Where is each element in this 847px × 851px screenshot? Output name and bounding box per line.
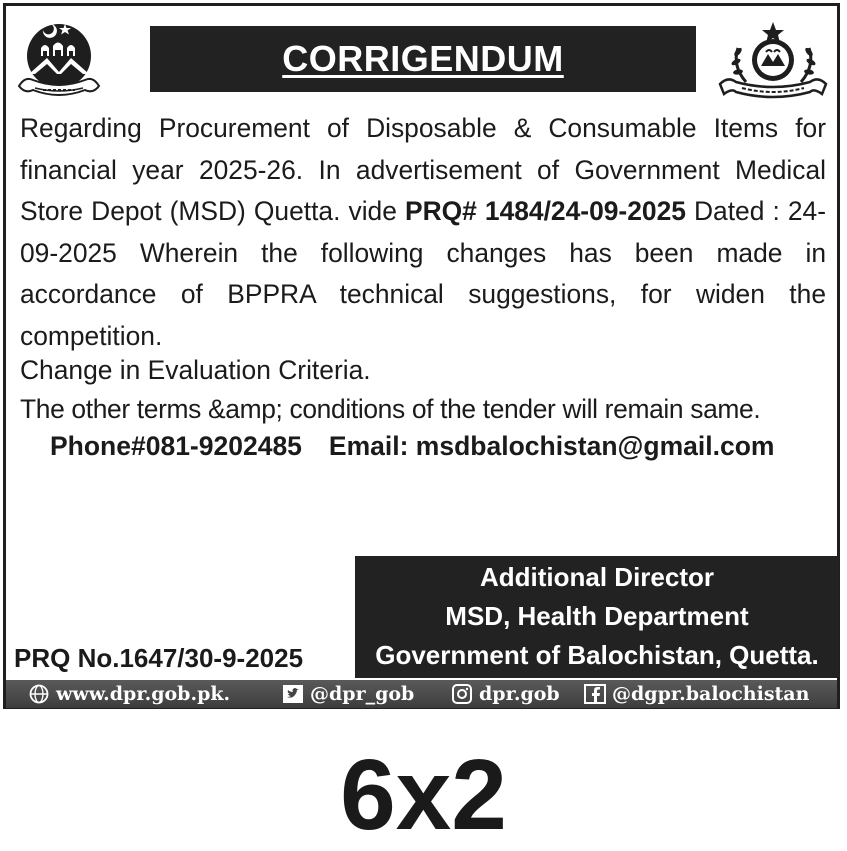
website-link: www.dpr.gob.pk. [56, 683, 231, 705]
instagram-handle: dpr.gob [479, 683, 560, 705]
contact-line [50, 431, 774, 462]
prq-reference: PRQ# 1484/24-09-2025 [404, 196, 686, 226]
signature-government: Government of Balochistan, Quetta. [375, 640, 819, 670]
change-line: Change in Evaluation Criteria. [20, 355, 371, 385]
instagram-icon [451, 684, 473, 704]
dgpr-balochistan-emblem [716, 18, 831, 100]
twitter-handle: @dpr_gob [310, 683, 415, 705]
signature-title: Additional Director [479, 562, 714, 592]
phone-number: Phone#081-9202485 [50, 431, 302, 461]
globe-icon [28, 684, 50, 704]
prq-number: PRQ No.1647/30-9-2025 [14, 643, 304, 673]
ad-size-label: 6x2 [340, 739, 507, 851]
facebook-handle: @dgpr.balochistan [612, 683, 810, 705]
footer-twitter[interactable] [282, 682, 414, 706]
footer-facebook[interactable] [584, 682, 809, 706]
contact-email: Email: msdbalochistan@gmail.com [328, 431, 775, 461]
footer-instagram[interactable] [451, 682, 560, 706]
terms-line: The other terms &amp; conditions of the tender will remain same. [20, 394, 761, 424]
twitter-icon [282, 684, 304, 704]
notice-text-part1: Regarding Procurement of Disposable & Consumable Items for financial year 2025-26. In advertisement of Government Medical Store Depot (MSD) Quetta. vide [20, 113, 826, 226]
signature-block [355, 556, 839, 678]
balochistan-government-emblem [13, 16, 105, 100]
notice-text-part2: Dated : 24-09-2025 Wherein the following changes has been made in accordance of BPPRA technical suggestions, for widen the competition. [20, 196, 826, 351]
facebook-icon [584, 684, 606, 704]
corrigendum-title-banner [150, 26, 696, 92]
page-title: CORRIGENDUM [282, 38, 564, 79]
footer-website[interactable] [28, 682, 230, 706]
notice-paragraph [20, 108, 826, 357]
signature-department: MSD, Health Department [445, 601, 749, 631]
footer-social-bar [6, 680, 837, 708]
